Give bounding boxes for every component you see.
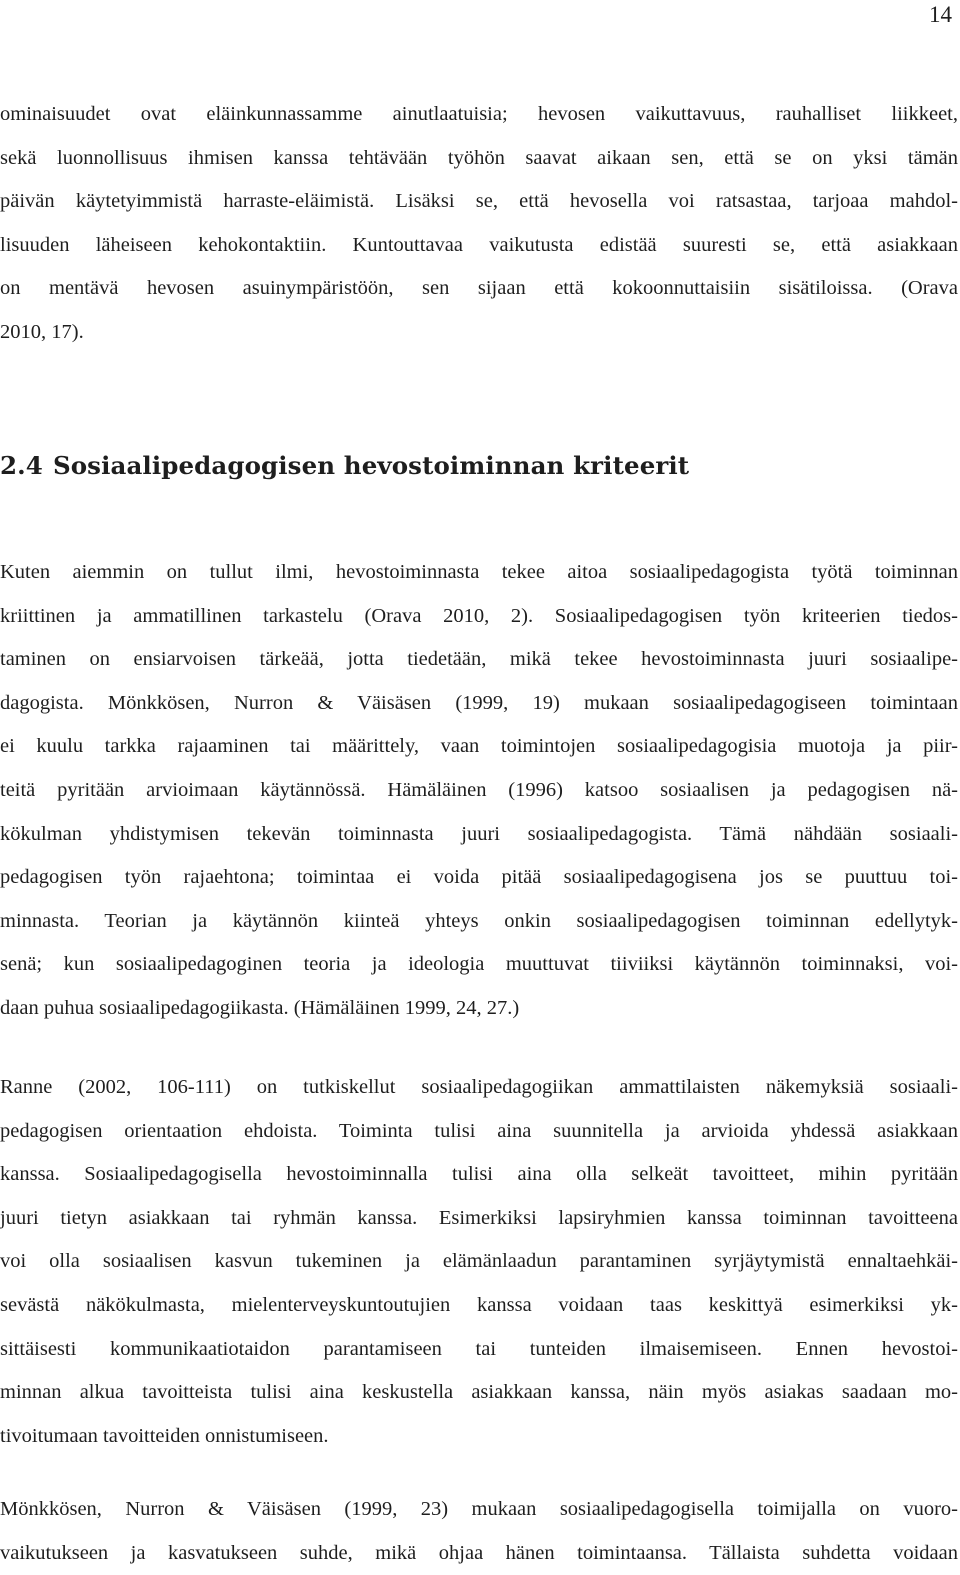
page-number: 14: [929, 2, 952, 27]
paragraph-line: tivoitumaan tavoitteiden onnistumiseen.: [0, 1424, 329, 1447]
section-number: 2.4: [0, 451, 43, 480]
paragraph-line: sittäisesti kommunikaatiotaidon parantamiseen tai tunteiden ilmaisemiseen. Ennen hevostoi-: [0, 1337, 958, 1360]
paragraph-line: voi olla sosiaalisen kasvun tukeminen ja elämänlaadun parantaminen syrjäytymistä ennaltaehkäi-: [0, 1250, 958, 1273]
paragraph-1: [0, 93, 960, 355]
paragraph-line: kriittinen ja ammatillinen tarkastelu (Orava 2010, 2). Sosiaalipedagogisen työn kriteerien tiedos-: [0, 604, 958, 627]
paragraph-line: senä; kun sosiaalipedagoginen teoria ja ideologia muuttuvat tiiviiksi käytännön toiminnaksi, voi-: [0, 953, 958, 976]
paragraph-line: sevästä näkökulmasta, mielenterveyskuntoutujien kanssa voidaan taas keskittyä esimerkiksi yk-: [0, 1293, 958, 1316]
paragraph-line: on mentävä hevosen asuinympäristöön, sen sijaan että kokoonnuttaisiin sisätiloissa. (Orava: [0, 277, 958, 300]
paragraph-line: ominaisuudet ovat eläinkunnassamme ainutlaatuisia; hevosen vaikuttavuus, rauhalliset liikkeet,: [0, 103, 958, 125]
section-title: Sosiaalipedagogisen hevostoiminnan kriteerit: [52, 451, 690, 480]
paragraph-line: 2010, 17).: [0, 320, 84, 343]
paragraph-line: minnasta. Teorian ja käytännön kiinteä yhteys onkin sosiaalipedagogisen toiminnan edellytyk-: [0, 909, 958, 932]
paragraph-2: [0, 551, 960, 1031]
paragraph-line: vaikutukseen ja kasvatukseen suhde, mikä ohjaa hänen toimintaansa. Tällaista suhdetta voidaan: [0, 1541, 958, 1564]
paragraph-line: pedagogisen työn rajaehtona; toimintaa ei voida pitää sosiaalipedagogisena jos se puuttuu toi-: [0, 866, 958, 889]
paragraph-line: ei kuulu tarkka rajaaminen tai määrittely, vaan toimintojen sosiaalipedagogisia muotoja ja piir-: [0, 735, 958, 758]
paragraph-line: teitä pyritään arvioimaan käytännössä. Hämäläinen (1996) katsoo sosiaalisen ja pedagogisen nä-: [0, 778, 958, 801]
paragraph-line: Mönkkösen, Nurron & Väisäsen (1999, 23) mukaan sosiaalipedagogisella toimijalla on vuoro-: [0, 1498, 958, 1520]
paragraph-line: dagogista. Mönkkösen, Nurron & Väisäsen (1999, 19) mukaan sosiaalipedagogiseen toimintaan: [0, 691, 958, 714]
paragraph-line: kanssa. Sosiaalipedagogisella hevostoiminnalla tulisi aina olla selkeät tavoitteet, mihin pyritään: [0, 1163, 958, 1186]
paragraph-line: Kuten aiemmin on tullut ilmi, hevostoiminnasta tekee aitoa sosiaalipedagogista työtä toiminnan: [0, 561, 958, 583]
section-heading: [0, 449, 689, 483]
paragraph-line: sekä luonnollisuus ihmisen kanssa tehtävään työhön saavat aikaan sen, että se on yksi tämän: [0, 146, 958, 169]
paragraph-line: Ranne (2002, 106-111) on tutkiskellut sosiaalipedagogiikan ammattilaisten näkemyksiä sosiaali-: [0, 1076, 958, 1098]
paragraph-line: päivän käytetyimmistä harraste-eläimistä. Lisäksi se, että hevosella voi ratsastaa, tarjoaa mahdol-: [0, 190, 958, 213]
paragraph-line: pedagogisen orientaation ehdoista. Toiminta tulisi aina suunnitella ja arvioida yhdessä asiakkaan: [0, 1119, 958, 1142]
paragraph-3: [0, 1066, 960, 1458]
paragraph-line: daan puhua sosiaalipedagogiikasta. (Hämäläinen 1999, 24, 27.): [0, 996, 520, 1019]
paragraph-4: [0, 1488, 960, 1575]
paragraph-line: lisuuden läheiseen kehokontaktiin. Kuntouttavaa vaikutusta edistää suuresti se, että asiakkaan: [0, 233, 958, 256]
paragraph-line: minnan alkua tavoitteista tulisi aina keskustella asiakkaan kanssa, näin myös asiakas saadaan mo-: [0, 1381, 958, 1404]
paragraph-line: kökulman yhdistymisen tekevän toiminnasta juuri sosiaalipedagogista. Tämä nähdään sosiaali-: [0, 822, 958, 845]
paragraph-line: taminen on ensiarvoisen tärkeää, jotta tiedetään, mikä tekee hevostoiminnasta juuri sosiaalipe-: [0, 648, 958, 671]
paragraph-line: juuri tietyn asiakkaan tai ryhmän kanssa. Esimerkiksi lapsiryhmien kanssa toiminnan tavoitteena: [0, 1206, 958, 1229]
